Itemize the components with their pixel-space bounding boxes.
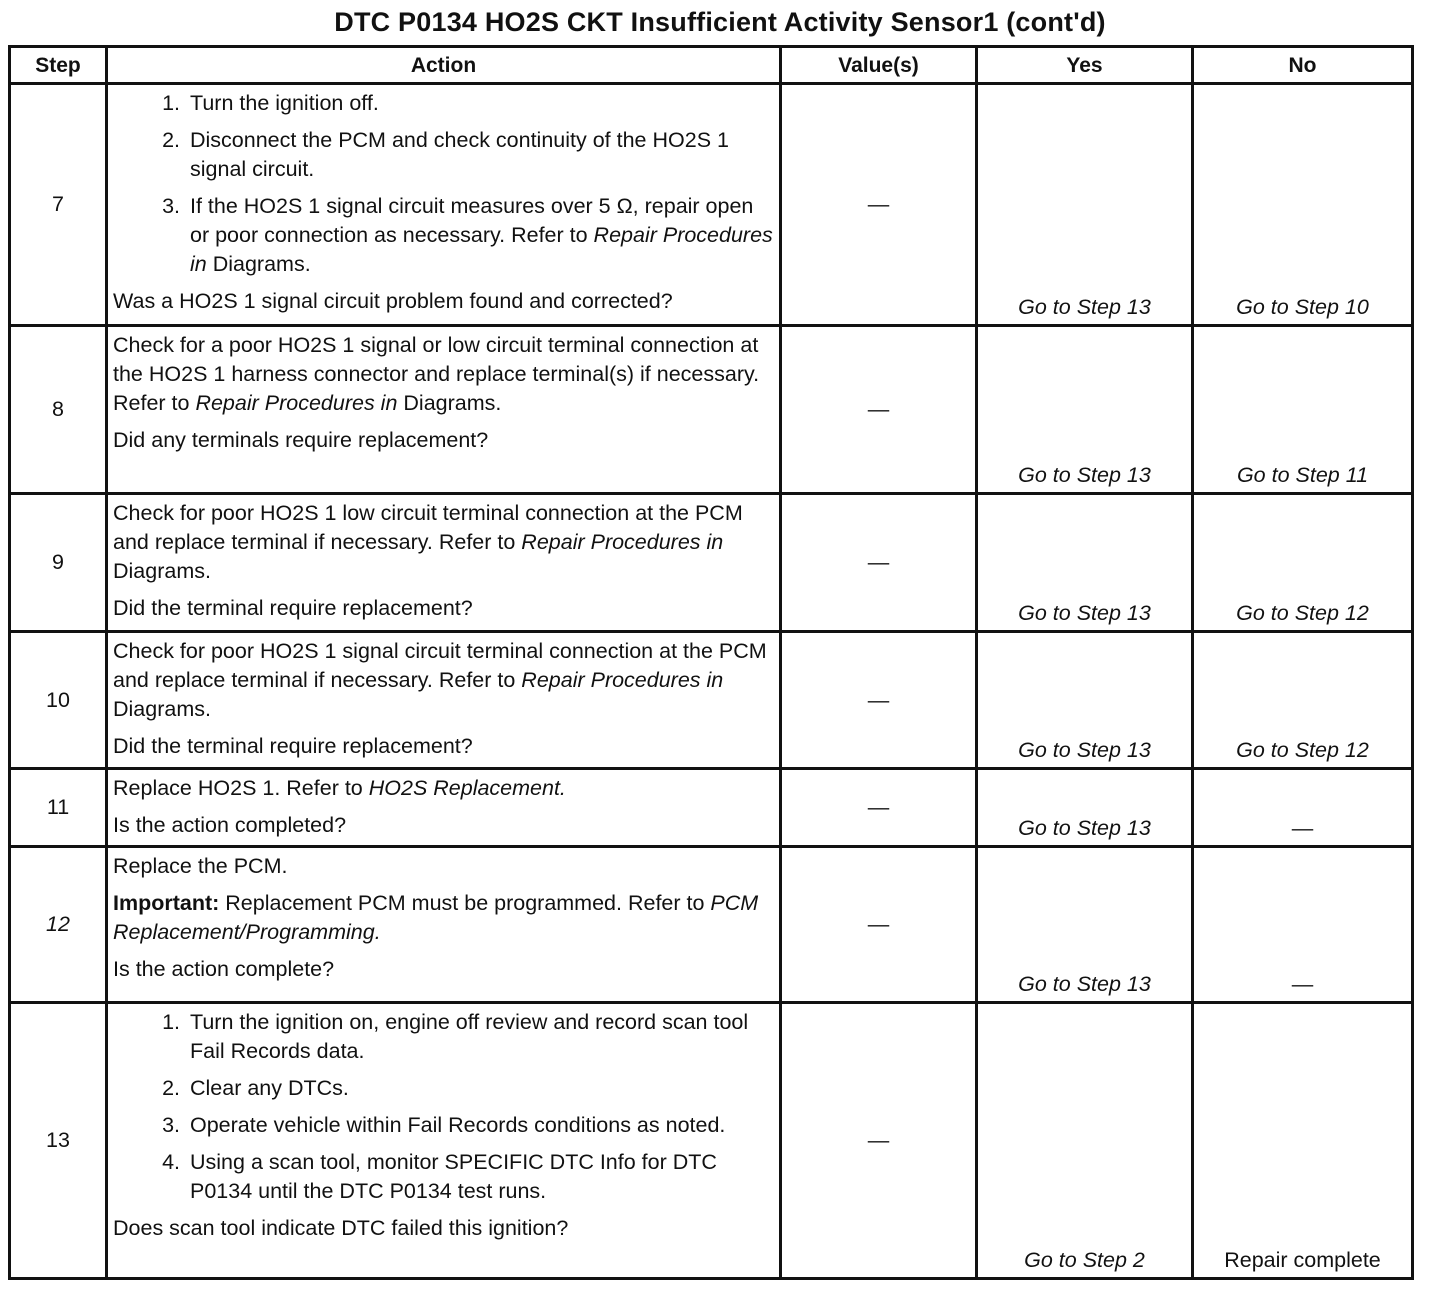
table-row [10, 84, 1413, 326]
question-text: Was a HO2S 1 signal circuit problem found and corrected? [113, 289, 673, 313]
important-label: Important: [113, 891, 220, 915]
list-item: 4. Using a scan tool, monitor SPECIFIC DTC Info for DTC P0134 until the DTC P0134 test runs. [162, 1150, 717, 1203]
no-cell: Go to Step 11 [1193, 326, 1413, 494]
step-number: 13 [10, 1003, 107, 1279]
yes-cell: Go to Step 13 [977, 847, 1193, 1003]
yes-cell: Go to Step 13 [977, 84, 1193, 326]
value-cell: — [781, 632, 977, 769]
list-item: 2. Clear any DTCs. [162, 1076, 349, 1100]
page-title: DTC P0134 HO2S CKT Insufficient Activity Sensor1 (cont'd) [334, 7, 1106, 37]
action-cell: Check for a poor HO2S 1 signal or low circuit terminal connection at the HO2S 1 harness connector and replace terminal(s) if necessary. Refer to Repair Procedures in Diagrams. Did any terminals require replacement? [107, 326, 781, 494]
no-cell: Go to Step 12 [1193, 632, 1413, 769]
yes-cell: Go to Step 2 [977, 1003, 1193, 1279]
header-yes: Yes [977, 47, 1193, 84]
table-row [10, 632, 1413, 769]
step-number: 9 [10, 494, 107, 632]
header-no: No [1193, 47, 1413, 84]
question-text: Did the terminal require replacement? [113, 734, 473, 758]
no-cell: — [1193, 847, 1413, 1003]
step-number: 11 [10, 769, 107, 847]
action-cell: Replace the PCM. Important: Replacement PCM must be programmed. Refer to PCM Replacement/Programming. Is the action complete? [107, 847, 781, 1003]
question-text: Did any terminals require replacement? [113, 428, 489, 452]
no-cell: Go to Step 12 [1193, 494, 1413, 632]
header-row [10, 47, 1413, 84]
table-row [10, 326, 1413, 494]
question-text: Is the action completed? [113, 813, 347, 837]
list-item: 1. Turn the ignition off. [162, 91, 379, 115]
yes-cell: Go to Step 13 [977, 494, 1193, 632]
header-action: Action [107, 47, 781, 84]
action-cell: Check for poor HO2S 1 low circuit terminal connection at the PCM and replace terminal if necessary. Refer to Repair Procedures in Diagrams. Did the terminal require replacement? [107, 494, 781, 632]
yes-cell: Go to Step 13 [977, 632, 1193, 769]
table-row [10, 1003, 1413, 1279]
value-cell: — [781, 84, 977, 326]
no-cell: Repair complete [1193, 1003, 1413, 1279]
header-value: Value(s) [781, 47, 977, 84]
step-number: 10 [10, 632, 107, 769]
no-cell: — [1193, 769, 1413, 847]
value-cell: — [781, 1003, 977, 1279]
yes-cell: Go to Step 13 [977, 326, 1193, 494]
yes-cell: Go to Step 13 [977, 769, 1193, 847]
list-item: 3. Operate vehicle within Fail Records conditions as noted. [162, 1113, 726, 1137]
action-cell: Check for poor HO2S 1 signal circuit terminal connection at the PCM and replace terminal if necessary. Refer to Repair Procedures in Diagrams. Did the terminal require replacement? [107, 632, 781, 769]
question-text: Does scan tool indicate DTC failed this ignition? [113, 1216, 569, 1240]
value-cell: — [781, 769, 977, 847]
question-text: Did the terminal require replacement? [113, 596, 473, 620]
no-cell: Go to Step 10 [1193, 84, 1413, 326]
action-cell [107, 84, 781, 326]
table-row [10, 769, 1413, 847]
list-item: 2. Disconnect the PCM and check continuity of the HO2S 1 signal circuit. [162, 128, 729, 181]
table-row [10, 494, 1413, 632]
list-item: 1. Turn the ignition on, engine off review and record scan tool Fail Records data. [162, 1010, 749, 1063]
step-number: 8 [10, 326, 107, 494]
header-step: Step [10, 47, 107, 84]
value-cell: — [781, 494, 977, 632]
list-item: 3. If the HO2S 1 signal circuit measures over 5 Ω, repair open or poor connection as necessary. Refer to Repair Procedures in Diagrams. [162, 194, 773, 276]
step-number: 7 [10, 84, 107, 326]
diagnostic-table [8, 45, 1414, 1280]
value-cell: — [781, 326, 977, 494]
action-cell [107, 1003, 781, 1279]
action-cell: Replace HO2S 1. Refer to HO2S Replacement. Is the action completed? [107, 769, 781, 847]
value-cell: — [781, 847, 977, 1003]
step-number: 12 [10, 847, 107, 1003]
question-text: Is the action complete? [113, 957, 335, 981]
table-row [10, 847, 1413, 1003]
